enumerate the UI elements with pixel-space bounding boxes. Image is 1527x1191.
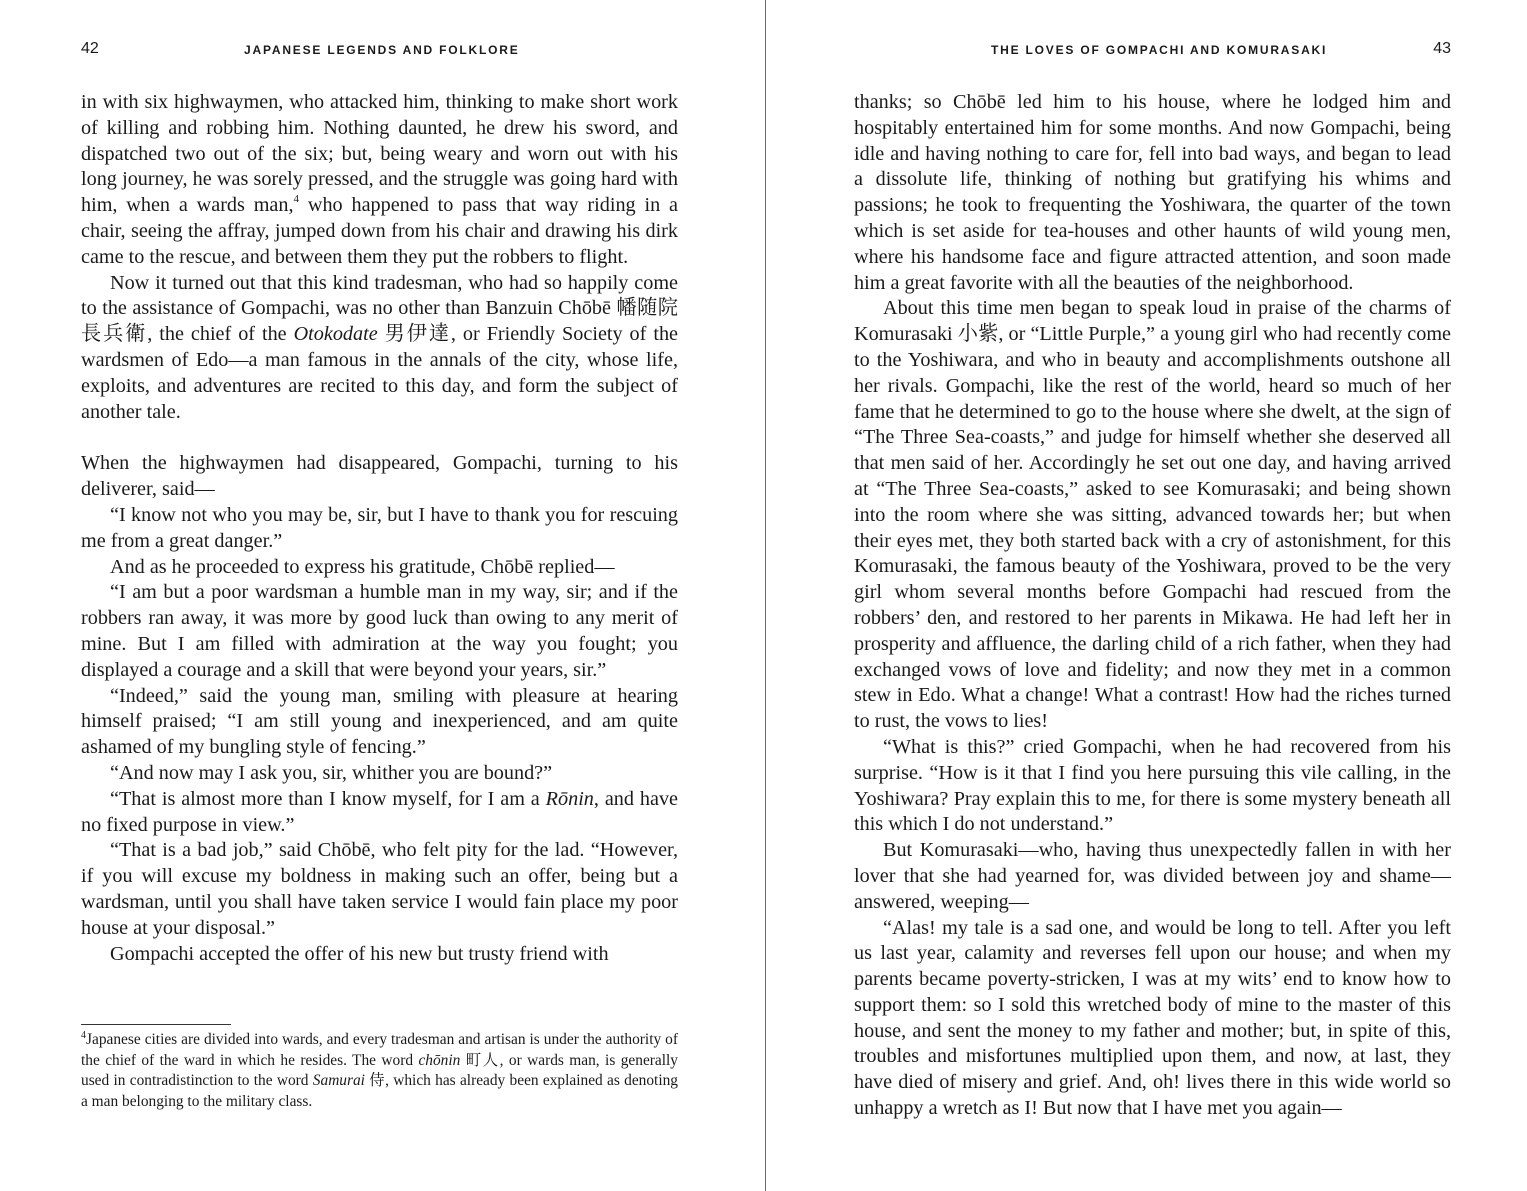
- footnote-reference: 4: [293, 193, 300, 206]
- text-run: 町人, or wards man, is generally used in contradistinction to the word: [81, 1051, 678, 1089]
- text-run: “That is almost more than I know myself, for I am a: [110, 787, 546, 810]
- text-run: 侍, which has already been explained as denoting a man belonging to the military class.: [81, 1072, 678, 1110]
- right-page: [766, 0, 1527, 1191]
- italic-term: chōnin: [418, 1051, 461, 1069]
- running-head: JAPANESE LEGENDS AND FOLKLORE: [244, 43, 520, 57]
- text-run: Japanese cities are divided into wards, and every tradesman and artisan is under the authority of the chief of the ward in which he resides. The word: [81, 1031, 678, 1069]
- paragraph: Gompachi accepted the offer of his new but trusty friend with: [110, 942, 609, 965]
- italic-term: Otokodate: [293, 323, 378, 346]
- footnote-mark: 4: [81, 1030, 86, 1041]
- paragraph: About this time men began to speak loud in praise of the charms of Komurasaki 小紫, or “Little Purple,” a young girl who had recently come to the Yoshiwara, and who in beauty and accomplishments outshone all her rivals. Gompachi, like the rest of the world, heard so much of her fame that he determined to go to the house where she dwelt, at the sign of “The Three Sea-coasts,” and judge for himself whether she deserved all that men said of her. Accordingly he set out one day, and having arrived at “The Three Sea-coasts,” asked to see Komurasaki; and being shown into the room where she was sitting, advanced towards her; but when their eyes met, they both started back with a cry of astonishment, for this Komurasaki, the famous beauty of the Yoshiwara, proved to be the very girl whom several months before Gompachi had rescued from the robbers’ den, and restored to her parents in Mikawa. He had left her in prosperity and affluence, the darling child of a rich father, when they had exchanged vows of love and fidelity; and now they met in a common stew in Edo. What a change! What a contrast! How had the riches turned to rust, the vows to lies!: [854, 297, 1451, 733]
- paragraph: But Komurasaki—who, having thus unexpectedly fallen in with her lover that she had yearned for, was divided between joy and shame—answered, weeping—: [854, 839, 1451, 913]
- text-run: , and have no fixed purpose in view.”: [81, 787, 678, 836]
- paragraph: And as he proceeded to express his gratitude, Chōbē replied—: [110, 555, 615, 578]
- italic-term: Rōnin: [545, 787, 594, 810]
- paragraph: thanks; so Chōbē led him to his house, where he lodged him and hospitably entertained him for some months. And now Gompachi, being idle and having nothing to care for, fell into bad ways, and began to lead a dissolute life, thinking of nothing but gratifying his whims and passions; he took to frequenting the Yoshiwara, the quarter of the town which is set aside for tea-houses and other haunts of wild young men, where his handsome face and figure attracted attention, and soon made him a great favorite with all the beauties of the neighborhood.: [854, 91, 1451, 294]
- text-run: Now it turned out that this kind tradesman, who had so happily come to the assistance of Gompachi, was no other than Banzuin Chōbē 幡随院長兵衛, the chief of the: [81, 271, 678, 346]
- text-run: in with six highwaymen, who attacked him, thinking to make short work of killing and robbing him. Nothing daunted, he drew his sword, and dispatched two out of the six; but, being weary and worn out with his long journey, he was sorely pressed, and the struggle was going hard with him, when a wards man,: [81, 91, 678, 217]
- paragraph: “Alas! my tale is a sad one, and would be long to tell. After you left us last year, calamity and reverses fell upon our house; and when my parents became poverty-stricken, I was at my wits’ end to know how to support them: so I sold this wretched body of mine to the master of this house, and sent the money to my father and mother; but, in spite of this, troubles and misfortunes multiplied upon them, and now, at last, they have died of misery and grief. And, oh! lives there in this wide world so unhappy a wretch as I! But now that I have met you again—: [854, 916, 1451, 1120]
- footnote: [81, 1030, 678, 1112]
- paragraph: [81, 787, 678, 839]
- footnote-rule: [81, 1024, 231, 1025]
- paragraph: [81, 271, 678, 426]
- paragraph: “That is a bad job,” said Chōbē, who felt pity for the lad. “However, if you will excuse my boldness in making such an offer, being but a wardsman, until you shall have taken service I would fain place my poor house at your disposal.”: [81, 839, 678, 939]
- paragraph: “I know not who you may be, sir, but I have to thank you for rescuing me from a great danger.”: [81, 503, 678, 552]
- right-page-body: [854, 90, 1451, 1122]
- left-page-header: [81, 40, 678, 64]
- left-page-body: [81, 90, 678, 967]
- paragraph: When the highwaymen had disappeared, Gompachi, turning to his deliverer, said—: [81, 452, 678, 501]
- text-run: 男伊達, or Friendly Society of the wardsmen of Edo—a man famous in the annals of the city, whose life, exploits, and adventures are recited to this day, and form the subject of another tale.: [81, 323, 678, 423]
- paragraph: “I am but a poor wardsman a humble man in my way, sir; and if the robbers ran away, it was more by good luck than owing to any merit of mine. But I am filled with admiration at the way you fought; you displayed a courage and a skill that were beyond your years, sir.”: [81, 581, 678, 681]
- text-run: who happened to pass that way riding in a chair, seeing the affray, jumped down from his chair and drawing his dirk came to the rescue, and between them they put the robbers to flight.: [81, 194, 678, 268]
- paragraph: “Indeed,” said the young man, smiling with pleasure at hearing himself praised; “I am still young and inexperienced, and am quite ashamed of my bungling style of fencing.”: [81, 684, 678, 759]
- paragraph: [81, 90, 678, 271]
- page-number: 42: [81, 40, 99, 57]
- page-number: 43: [1433, 40, 1451, 57]
- paragraph: “And now may I ask you, sir, whither you are bound?”: [110, 761, 553, 784]
- italic-term: Samurai: [312, 1072, 365, 1089]
- paragraph: “What is this?” cried Gompachi, when he had recovered from his surprise. “How is it that I find you here pursuing this vile calling, in the Yoshiwara? Pray explain this to me, for there is some mystery beneath all this which I do not understand.”: [854, 735, 1451, 836]
- running-head: THE LOVES OF GOMPACHI AND KOMURASAKI: [991, 43, 1328, 57]
- right-page-header: [854, 40, 1451, 64]
